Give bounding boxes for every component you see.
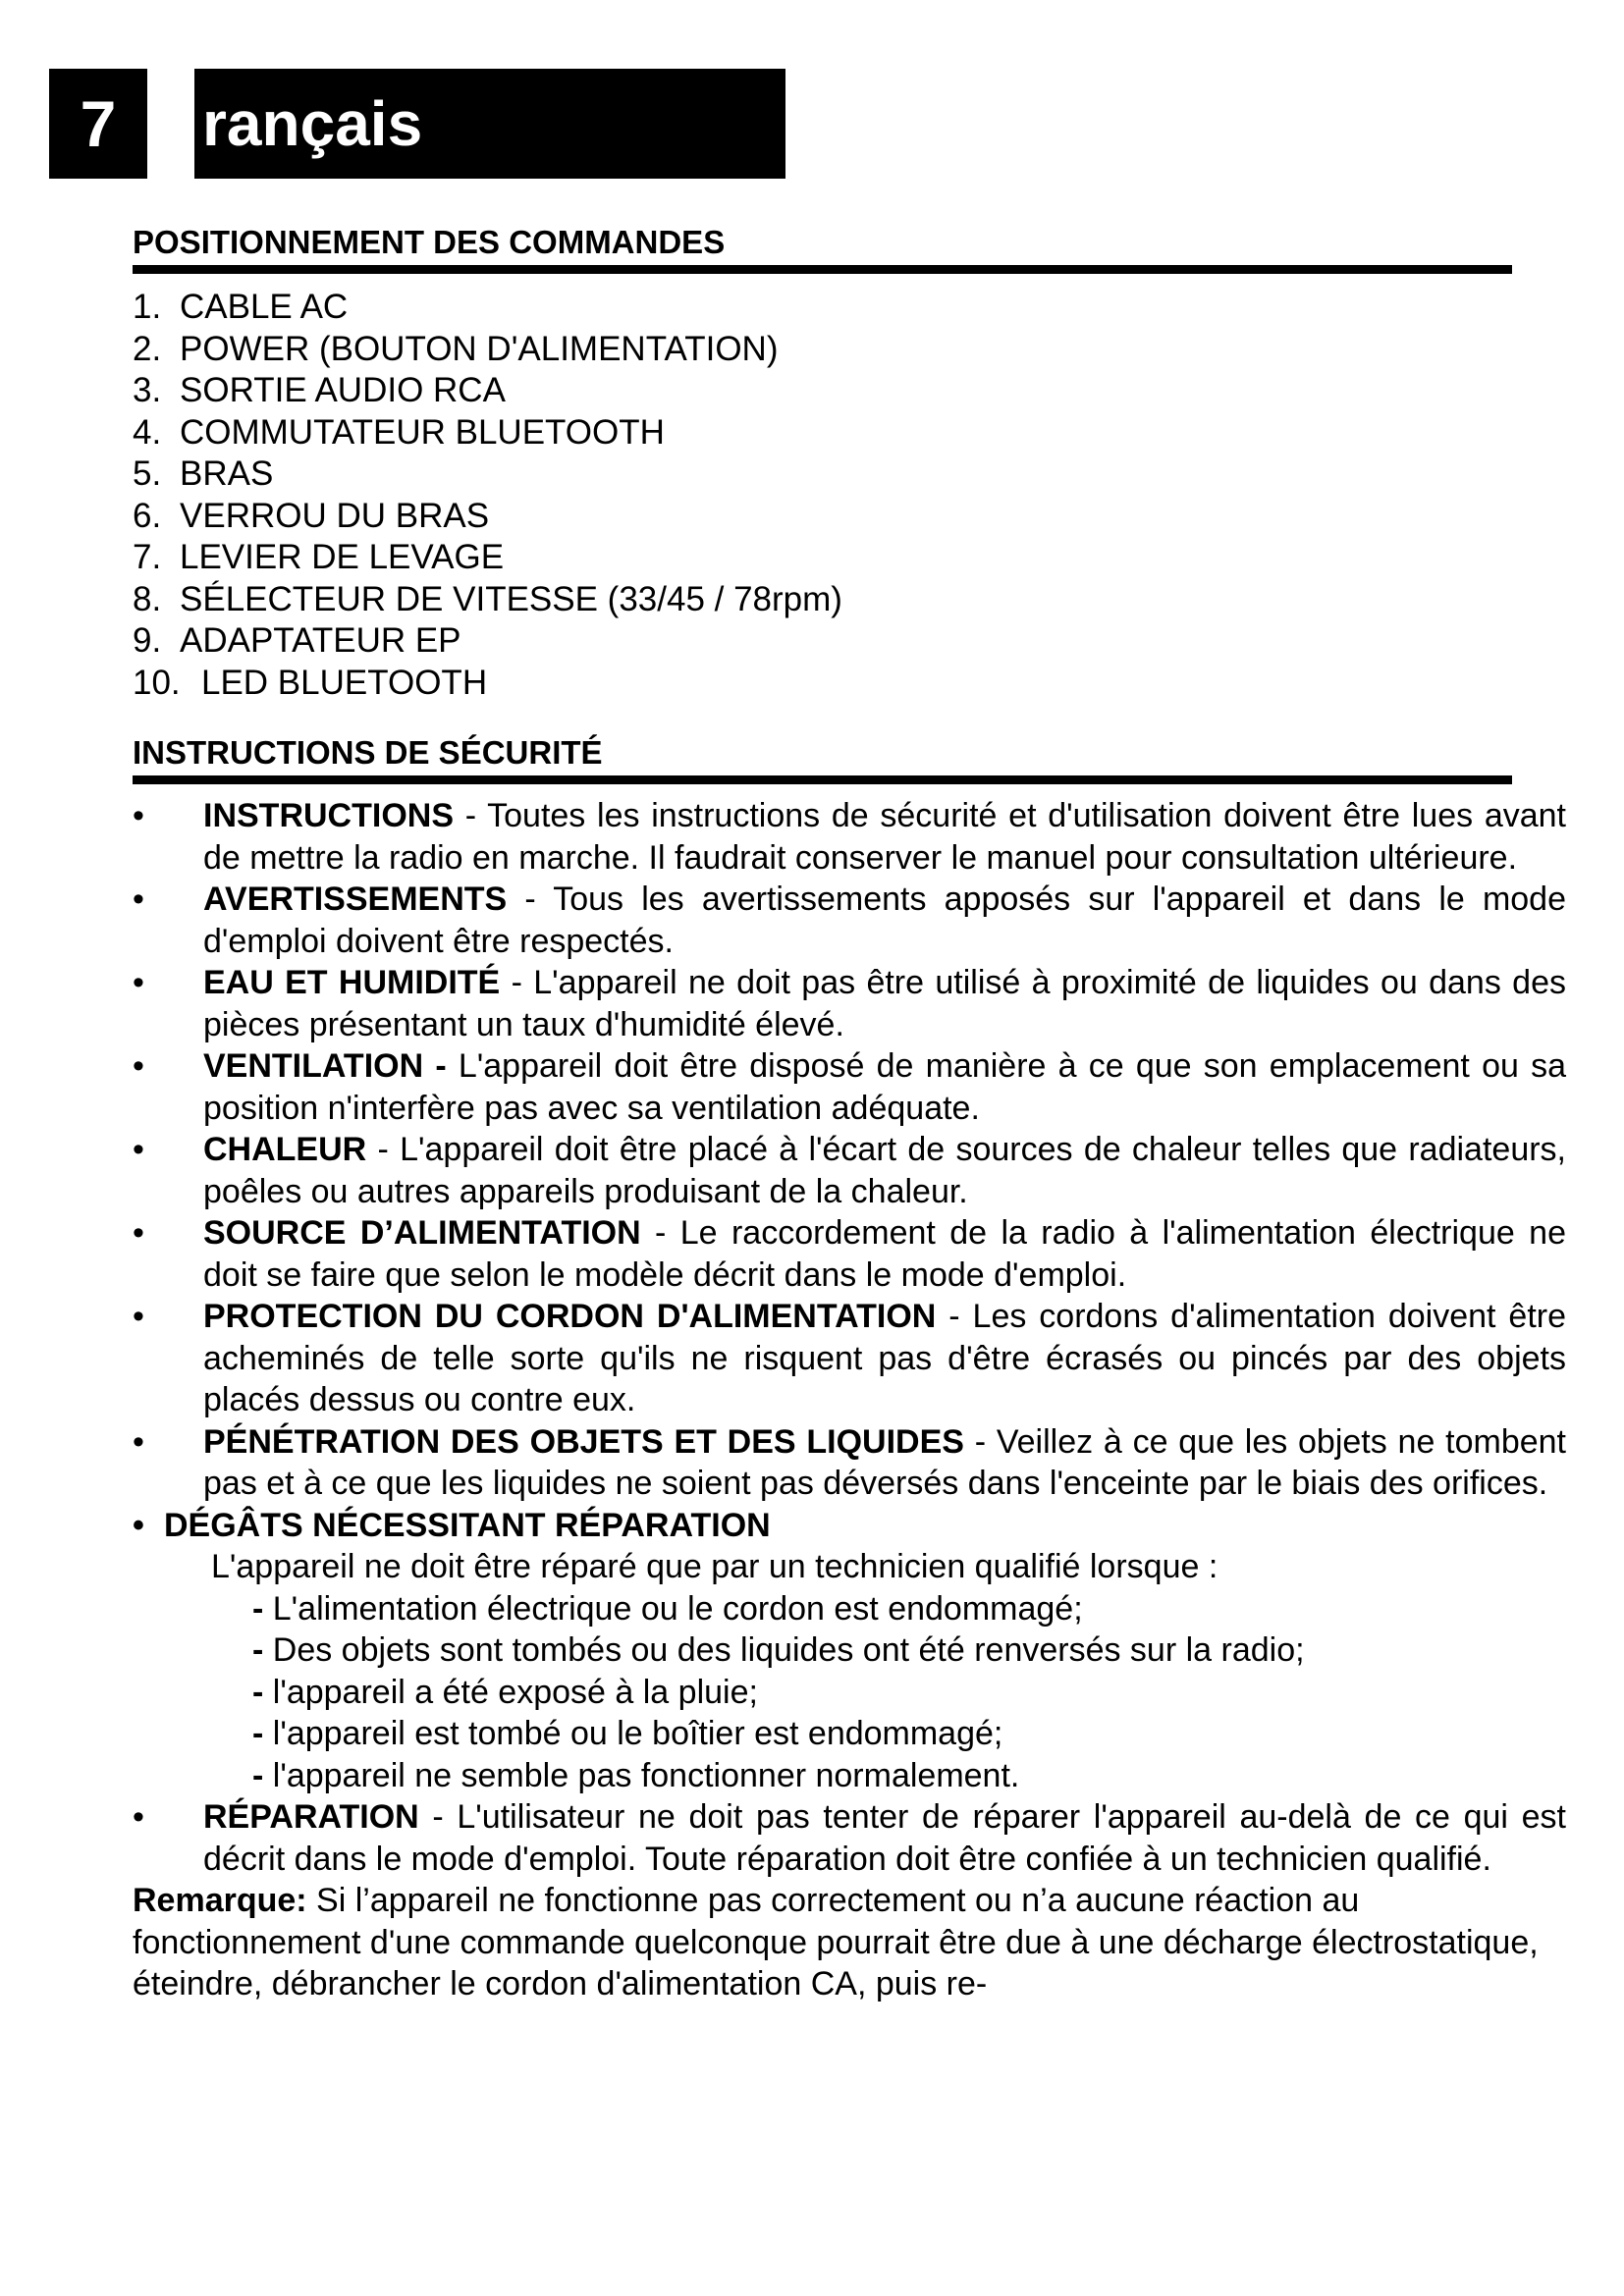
damage-condition [133, 1588, 1566, 1630]
control-item-number: 6. [133, 496, 162, 535]
language-title: rançais [202, 88, 423, 159]
control-item [133, 329, 842, 371]
damage-heading [133, 1505, 1566, 1547]
damage-condition-text: l'appareil a été exposé à la pluie; [263, 1673, 758, 1711]
bullet-icon: • [133, 1798, 144, 1836]
control-item-number: 7. [133, 538, 162, 576]
control-item-number: 1. [133, 288, 162, 326]
control-item-number: 4. [133, 412, 162, 452]
bullet-icon: • [133, 1131, 144, 1168]
safety-item [133, 1212, 1566, 1296]
bullet-icon: • [133, 1047, 144, 1085]
control-item-label: SORTIE AUDIO RCA [180, 371, 506, 409]
damage-condition-text: l'appareil ne semble pas fonctionner normalement. [263, 1756, 1020, 1794]
safety-item-term: EAU ET HUMIDITÉ [203, 964, 501, 1001]
safety-item-term: VENTILATION - [203, 1047, 447, 1085]
bullet-icon: • [133, 1506, 144, 1544]
repair-text: - L'utilisateur ne doit pas tenter de réparer l'appareil au-delà de ce qui est décrit dans le mode d'emploi. Toute réparation doit être confiée à un technicien qualifié. [203, 1798, 1566, 1878]
damage-condition [133, 1629, 1566, 1672]
safety-item [133, 1296, 1566, 1421]
safety-items [133, 795, 1566, 1505]
note-text: Si l’appareil ne fonctionne pas correctement ou n’a aucune réaction au fonctionnement d'une commande quelconque pourrait être due à une décharge électrostatique, éteindre, débrancher le cordon d'alimentation CA, puis re- [133, 1882, 1539, 2002]
safety-item [133, 1045, 1566, 1129]
safety-item-text: - Les cordons d'alimentation doivent être acheminés de telle sorte qu'ils ne risquent pas d'être écrasés ou pincés par des objets placés dessus ou contre eux. [203, 1298, 1566, 1418]
control-item [133, 537, 842, 579]
safety-item-term: INSTRUCTIONS [203, 797, 454, 834]
damage-condition [133, 1713, 1566, 1755]
repair-term: RÉPARATION [203, 1798, 419, 1836]
control-item-label: BRAS [180, 454, 274, 493]
control-item-number: 8. [133, 579, 162, 618]
control-item [133, 412, 842, 454]
safety-item-repair [133, 1796, 1566, 1880]
damage-condition-text: Des objets sont tombés ou des liquides ont été renversés sur la radio; [263, 1631, 1305, 1669]
dash-marker: - [252, 1673, 264, 1711]
safety-item-text: - L'appareil ne doit pas être utilisé à proximité de liquides ou dans des pièces présentant un taux d'humidité élevé. [203, 964, 1567, 1043]
safety-item-term: PROTECTION DU CORDON D'ALIMENTATION [203, 1298, 937, 1335]
control-item-number: 2. [133, 329, 162, 368]
safety-item-term: PÉNÉTRATION DES OBJETS ET DES LIQUIDES [203, 1422, 964, 1461]
control-item [133, 496, 842, 538]
safety-item-text: - L'appareil doit être placé à l'écart de sources de chaleur telles que radiateurs, poêles ou autres appareils produisant de la chaleur. [203, 1131, 1566, 1210]
safety-title-rule [133, 775, 1512, 784]
safety-item [133, 1421, 1566, 1505]
safety-item [133, 962, 1566, 1045]
bullet-icon: • [133, 797, 144, 834]
damage-condition [133, 1755, 1566, 1797]
dash-marker: - [252, 1589, 264, 1628]
damage-condition [133, 1672, 1566, 1714]
control-item [133, 454, 842, 496]
control-item-label: ADAPTATEUR EP [180, 621, 461, 660]
safety-instructions [133, 795, 1566, 2005]
damage-condition-text: l'appareil est tombé ou le boîtier est endommagé; [263, 1715, 1003, 1752]
safety-item-text: L'appareil doit être disposé de manière à ce que son emplacement ou sa position n'interfère pas avec sa ventilation adéquate. [203, 1047, 1566, 1127]
control-item-number: 5. [133, 454, 162, 493]
bullet-icon: • [133, 881, 144, 918]
bullet-icon: • [133, 1298, 144, 1335]
control-item [133, 287, 842, 329]
dash-marker: - [252, 1756, 264, 1794]
control-item-number: 3. [133, 371, 162, 409]
safety-item-text: - Toutes les instructions de sécurité et d'utilisation doivent être lues avant de mettre la radio en marche. Il faudrait conserver le manuel pour consultation ultérieure. [203, 797, 1566, 877]
bullet-icon: • [133, 1214, 144, 1252]
safety-item-text: - Veillez à ce que les objets ne tombent pas et à ce que les liquides ne soient pas déversés dans l'enceinte par le biais des orifices. [203, 1422, 1566, 1502]
safety-item-term: SOURCE D’ALIMENTATION [203, 1214, 641, 1252]
control-item-label: COMMUTATEUR BLUETOOTH [180, 412, 665, 452]
safety-item [133, 879, 1566, 962]
control-item-number: 10. [133, 663, 181, 702]
safety-section-title: INSTRUCTIONS DE SÉCURITÉ [133, 734, 603, 771]
control-item-label: CABLE AC [180, 288, 349, 326]
controls-section-title: POSITIONNEMENT DES COMMANDES [133, 224, 726, 260]
control-item-label: POWER (BOUTON D'ALIMENTATION) [180, 329, 779, 368]
safety-item-term: AVERTISSEMENTS [203, 881, 508, 918]
control-item-label: VERROU DU BRAS [180, 496, 490, 535]
dash-marker: - [252, 1715, 264, 1752]
control-item-label: SÉLECTEUR DE VITESSE (33/45 / 78rpm) [180, 579, 842, 618]
damage-intro: L'appareil ne doit être réparé que par un technicien qualifié lorsque : [211, 1548, 1218, 1585]
control-item-label: LEVIER DE LEVAGE [180, 538, 505, 576]
note-paragraph [133, 1880, 1566, 2005]
bullet-icon: • [133, 964, 144, 1001]
control-item-number: 9. [133, 621, 162, 660]
controls-list [133, 287, 842, 704]
safety-item-text: - Le raccordement de la radio à l'alimentation électrique ne doit se faire que selon le modèle décrit dans le mode d'emploi. [203, 1214, 1566, 1294]
control-item-label: LED BLUETOOTH [201, 663, 488, 702]
damage-conditions [133, 1588, 1566, 1797]
page-number: 7 [49, 69, 147, 179]
control-item [133, 370, 842, 412]
control-item [133, 579, 842, 621]
control-item [133, 620, 842, 663]
language-banner [194, 69, 785, 179]
safety-item [133, 795, 1566, 879]
damage-condition-text: L'alimentation électrique ou le cordon est endommagé; [263, 1589, 1083, 1628]
damage-title: DÉGÂTS NÉCESSITANT RÉPARATION [164, 1506, 771, 1544]
note-label: Remarque: [133, 1882, 307, 1919]
dash-marker: - [252, 1631, 264, 1669]
bullet-icon: • [133, 1422, 144, 1461]
control-item [133, 663, 842, 705]
controls-title-rule [133, 265, 1512, 274]
safety-item-term: CHALEUR [203, 1131, 367, 1168]
safety-item-text: - Tous les avertissements apposés sur l'appareil et dans le mode d'emploi doivent être respectés. [203, 881, 1566, 960]
safety-item [133, 1129, 1566, 1212]
